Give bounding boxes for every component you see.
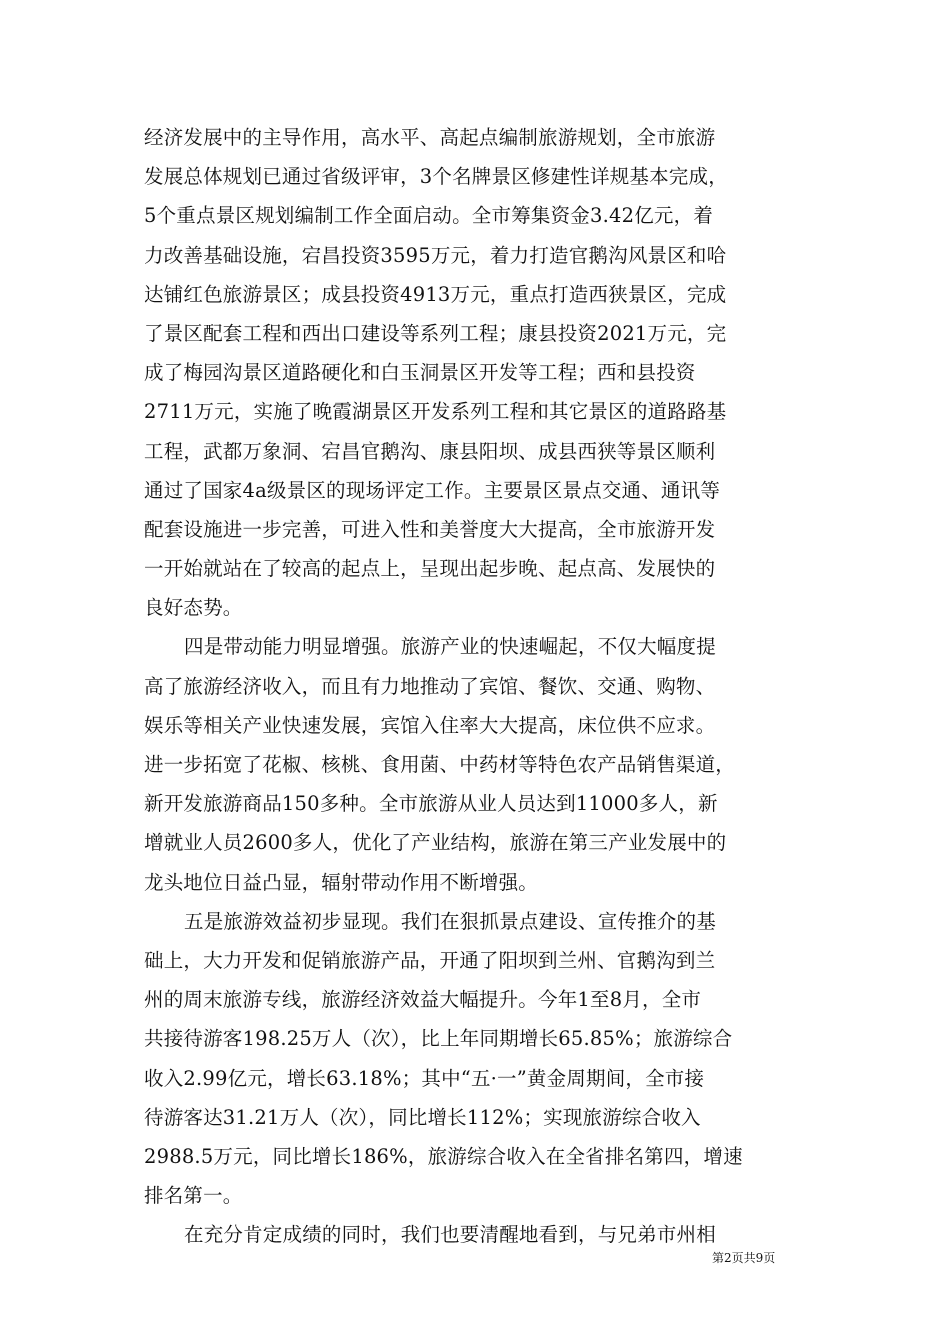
text-line: 2988.5万元，同比增长186%，旅游综合收入在全省排名第四，增速 — [144, 1144, 743, 1168]
text-line: 良好态势。 — [144, 596, 243, 620]
text-line: 发展总体规划已通过省级评审，3个名牌景区修建性详规基本完成， — [144, 165, 728, 189]
text-line: 娱乐等相关产业快速发展，宾馆入住率大大提高，床位供不应求。 — [144, 713, 716, 737]
text-line: 五是旅游效益初步显现。我们在狠抓景点建设、宣传推介的基 — [184, 909, 716, 933]
text-line: 共接待游客198.25万人（次），比上年同期增长65.85%；旅游综合 — [144, 1027, 733, 1051]
document-body — [144, 118, 808, 1254]
text-line: 收入2.99亿元，增长63.18%；其中“五·一”黄金周期间，全市接 — [144, 1066, 705, 1090]
text-line: 力改善基础设施，宕昌投资3595万元，着力打造官鹅沟风景区和哈 — [144, 243, 727, 267]
text-line: 进一步拓宽了花椒、核桃、食用菌、中药材等特色农产品销售渠道， — [144, 753, 736, 776]
text-line: 5个重点景区规划编制工作全面启动。全市筹集资金3.42亿元，着 — [144, 204, 714, 228]
text-line: 增就业人员2600多人，优化了产业结构，旅游在第三产业发展中的 — [144, 831, 727, 855]
text-line: 配套设施进一步完善，可进入性和美誉度大大提高，全市旅游开发 — [144, 517, 716, 541]
text-line: 通过了国家4a级景区的现场评定工作。主要景区景点交通、通讯等 — [144, 478, 721, 502]
text-line: 2711万元，实施了晚霞湖景区开发系列工程和其它景区的道路路基 — [144, 400, 727, 424]
text-line: 待游客达31.21万人（次），同比增长112%；实现旅游综合收入 — [144, 1105, 701, 1129]
text-line: 了景区配套工程和西出口建设等系列工程；康县投资2021万元，完 — [144, 321, 727, 345]
text-line: 础上，大力开发和促销旅游产品，开通了阳坝到兰州、官鹅沟到兰 — [144, 948, 716, 972]
text-line: 达铺红色旅游景区；成县投资4913万元，重点打造西狭景区，完成 — [144, 282, 727, 306]
text-line: 新开发旅游商品150多种。全市旅游从业人员达到11000多人，新 — [144, 792, 718, 816]
text-line: 工程，武都万象洞、宕昌官鹅沟、康县阳坝、成县西狭等景区顺利 — [144, 439, 716, 463]
text-line: 四是带动能力明显增强。旅游产业的快速崛起，不仅大幅度提 — [184, 635, 716, 659]
text-line: 州的周末旅游专线，旅游经济效益大幅提升。今年1至8月，全市 — [144, 988, 702, 1012]
paragraph-1 — [144, 118, 808, 627]
paragraph-2 — [144, 627, 808, 901]
page-number: 第2页共9页 — [712, 1251, 776, 1265]
text-line: 经济发展中的主导作用，高水平、高起点编制旅游规划，全市旅游 — [144, 126, 716, 149]
paragraph-4 — [144, 1215, 808, 1254]
text-line: 成了梅园沟景区道路硬化和白玉洞景区开发等工程；西和县投资 — [144, 361, 696, 385]
text-line: 排名第一。 — [144, 1184, 243, 1208]
paragraph-3 — [144, 902, 808, 1216]
text-line: 龙头地位日益凸显，辐射带动作用不断增强。 — [144, 870, 539, 894]
text-line: 在充分肯定成绩的同时，我们也要清醒地看到，与兄弟市州相 — [184, 1223, 716, 1247]
text-line: 一开始就站在了较高的起点上，呈现出起步晚、起点高、发展快的 — [144, 557, 716, 581]
text-line: 高了旅游经济收入，而且有力地推动了宾馆、餐饮、交通、购物、 — [144, 674, 716, 698]
